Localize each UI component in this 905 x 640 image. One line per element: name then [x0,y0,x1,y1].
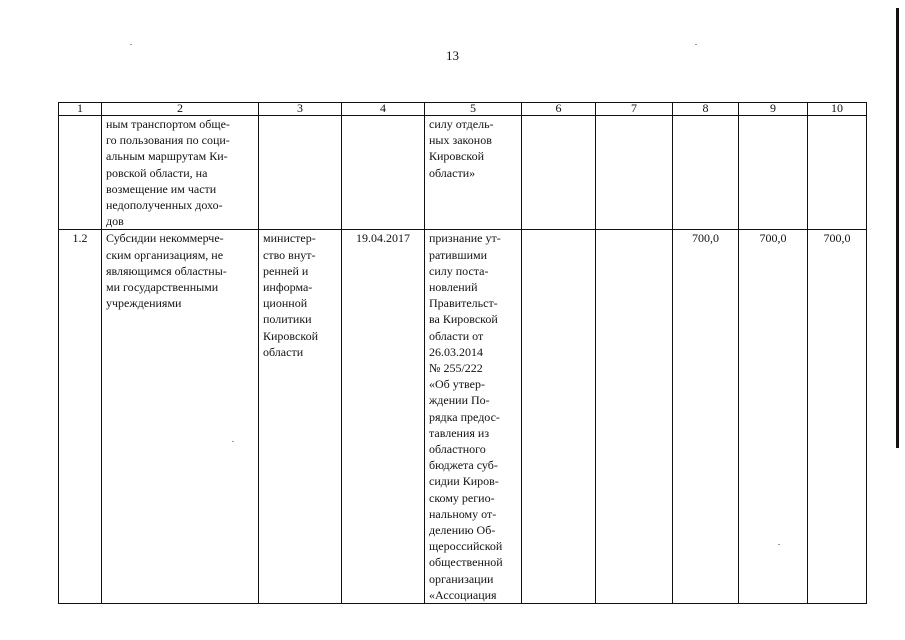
column-header: 6 [522,103,596,116]
column-header: 3 [259,103,342,116]
scan-speck [695,44,697,45]
scan-speck [130,44,132,45]
column-header: 8 [673,103,739,116]
table-row [59,230,867,604]
column-header: 5 [425,103,522,116]
column-header: 1 [59,103,102,116]
column-header: 7 [596,103,673,116]
value-cell [596,116,673,230]
amount-cell: 700,0 [808,230,867,604]
purpose-cell: Субсидии некоммерче- ским организациям, не являющимся областны- ми государственными учреждениями [102,230,259,604]
budget-table [58,102,867,604]
row-number [59,116,102,230]
scan-edge-bar [896,8,899,448]
column-header: 10 [808,103,867,116]
value-cell [522,116,596,230]
header-row [59,103,867,116]
page-number: 13 [446,48,459,63]
amount-cell [673,116,739,230]
basis-cell: силу отдель- ных законов Кировской области» [425,116,522,230]
table-row [59,116,867,230]
ministry-cell: министер- ство внут- ренней и информа- ционной политики Кировской области [259,230,342,604]
date-cell: 19.04.2017 [342,230,425,604]
purpose-cell: ным транспортом обще- го пользования по соци- альным маршрутам Ки- ровской области, на возмещение им части недополученных дохо- дов [102,116,259,230]
basis-cell: признание ут- ратившими силу поста- новлений Правительст- ва Кировской области от 26.03.2014 № 255/222 «Об утвер- ждении По- рядка предос- тавления из областного бюджета суб- сидии Киров- скому регио- нальному от- делению Об- щероссийской общественной организации «Ассоциация [425,230,522,604]
row-number: 1.2 [59,230,102,604]
amount-cell [808,116,867,230]
amount-cell: 700,0 [739,230,808,604]
amount-cell [739,116,808,230]
date-cell [342,116,425,230]
amount-cell: 700,0 [673,230,739,604]
value-cell [596,230,673,604]
value-cell [522,230,596,604]
column-header: 4 [342,103,425,116]
ministry-cell [259,116,342,230]
column-header: 9 [739,103,808,116]
column-header: 2 [102,103,259,116]
